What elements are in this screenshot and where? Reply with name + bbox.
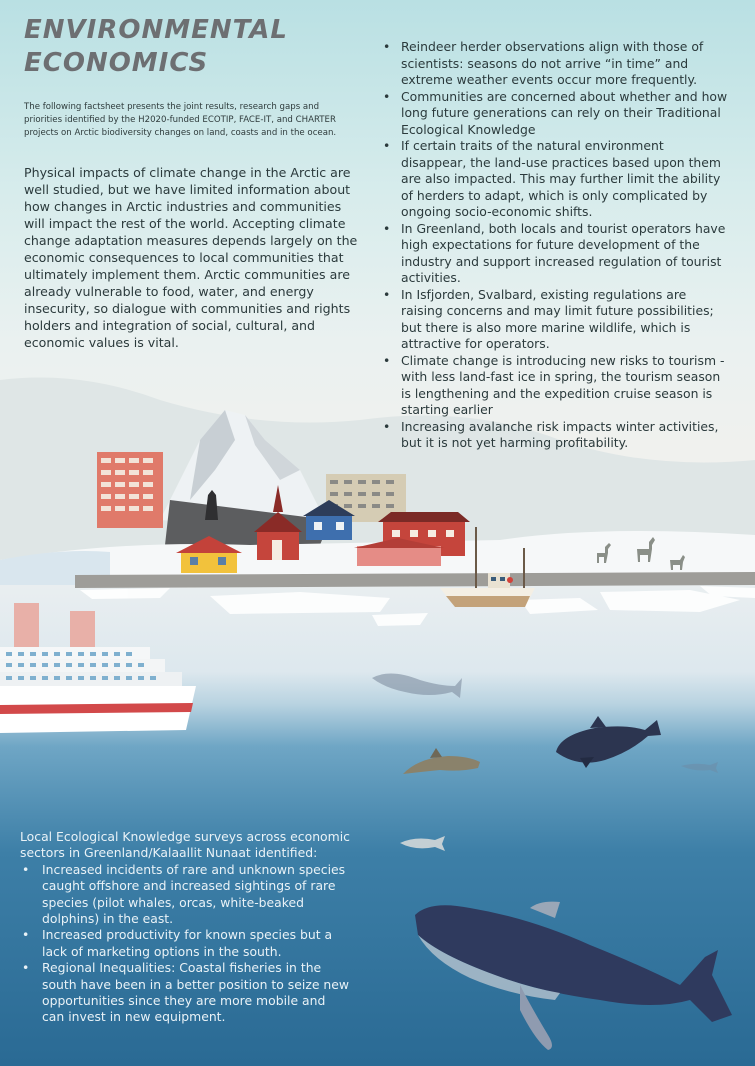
list-item: • Reindeer herder observations align with those of scientists: seasons do not arrive “in time” and extreme weather events occur more frequently. (383, 39, 728, 89)
list-item: • In Isfjorden, Svalbard, existing regulations are raising concerns and may limit future possibilities; but there is also more marine wildlife, which is attractive for operators. (383, 287, 728, 353)
dolphin (403, 748, 480, 774)
list-item: • In Greenland, both locals and tourist operators have high expectations for future development of the industry and support increased regulation of tourist activities. (383, 221, 728, 287)
body-paragraph: Physical impacts of climate change in the Arctic are well studied, but we have limited information about how changes in Arctic industries and communities will impact the rest of the world. Accepting climate change adaptation measures depends largely on the economic consequences to local communities that ultimately implement them. Arctic communities are already vulnerable to food, water, and energy insecurity, so dialogue with communities and rights holders and integration of social, cultural, and economic values is vital. (24, 165, 358, 350)
cruise-ship (0, 603, 196, 733)
page-title (24, 14, 324, 80)
survey-intro: Local Ecological Knowledge surveys across economic sectors in Greenland/Kalaallit Nunaat identified: (20, 829, 350, 861)
small-fish (400, 762, 718, 851)
list-item: • Regional Inequalities: Coastal fisheries in the south have been in a better position to seize new opportunities since they are more mobile and can invest in new equipment. (20, 960, 350, 1026)
pilot-whale (556, 716, 661, 768)
sea-ice (80, 586, 755, 626)
orca-silhouette (372, 673, 462, 698)
intro-text: The following factsheet presents the joint results, research gaps and priorities identified by the H2020-funded ECOTIP, FACE-IT, and CHARTER projects on Arctic biodiversity changes on land, coasts and in the ocean. (24, 102, 337, 138)
list-item: • Climate change is introducing new risks to tourism - with less land-fast ice in spring, the tourism season is lengthening and the expedition cruise season is starting earlier (383, 353, 728, 419)
list-item: • Increased incidents of rare and unknown species caught offshore and increased sightings of rare species (pilot whales, orcas, white-beaked dolphins) in the east. (20, 862, 350, 928)
list-item: • Communities are concerned about whether and how long future generations can rely on their Traditional Ecological Knowledge (383, 89, 728, 139)
humpback-whale (415, 902, 732, 1050)
survey-section (20, 829, 350, 1026)
title-line-2: ECONOMICS (24, 48, 209, 78)
survey-list (20, 862, 350, 1026)
title-line-1: ENVIRONMENTAL (24, 15, 288, 45)
list-item: • Increasing avalanche risk impacts winter activities, but it is not yet harming profitability. (383, 419, 728, 452)
list-item: • Increased productivity for known species but a lack of marketing options in the south. (20, 927, 350, 960)
apartment-block-left (97, 452, 163, 528)
findings-list (383, 39, 728, 452)
list-item: • If certain traits of the natural environment disappear, the land-use practices based upon them are also impacted. This may further limit the ability of herders to adapt, which is only complicated by ongoing socio-economic shifts. (383, 138, 728, 221)
